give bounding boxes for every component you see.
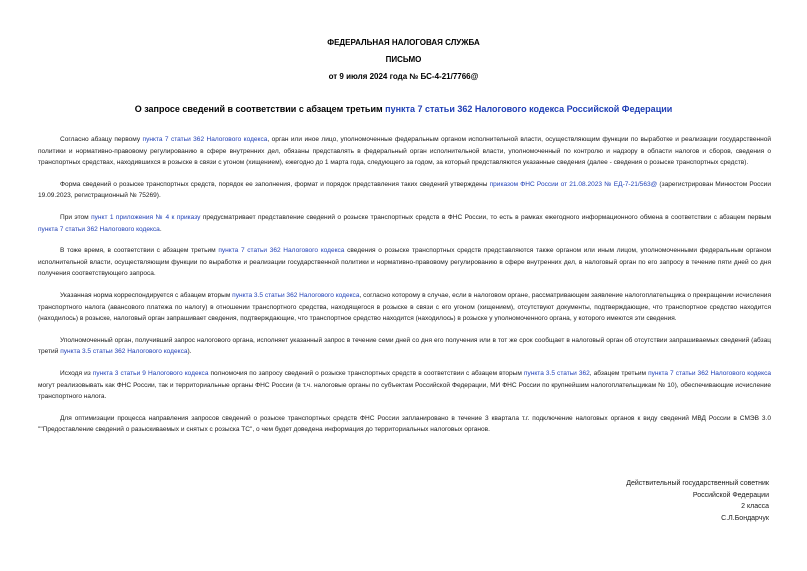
p3-text-3: . bbox=[159, 225, 162, 233]
p6-text-2: ). bbox=[187, 348, 192, 356]
p4-link-1[interactable]: пункта 7 статьи 362 Налогового кодекса bbox=[218, 247, 345, 255]
paragraph-3 bbox=[38, 212, 771, 235]
paragraph-4 bbox=[38, 245, 771, 280]
p3-text-1: При этом bbox=[60, 213, 92, 221]
p7-text-3: , абзацем третьим bbox=[589, 369, 649, 377]
p2-text-1: Форма сведений о розыске транспортных средств, порядок ее заполнения, формат и порядок представления таких сведений утверждены bbox=[60, 180, 490, 188]
p2-link-1[interactable]: приказом ФНС России от 21.08.2023 № ЕД-7-21/563@ bbox=[489, 180, 658, 188]
p6-text-1: Уполномоченный орган, получивший запрос налогового органа, исполняет указанный запрос в течение семи дней со дня его получения или в тот же срок сообщает в налоговый орган об отсутствии запрашиваемых сведений (абзац третий bbox=[38, 336, 771, 356]
p1-text-2: , орган или иное лицо, уполномоченные федеральным органом исполнительной власти, осуществляющим функции по выработке и реализации государственной политики и нормативно-правовому регулированию в сфере внутренних дел, обязаны представлять в федеральный орган исполнительной власти, уполномоченный по контролю и надзору в области налогов и сборов, сведения о транспортных средствах, находившихся в розыске в связи с угоном (хищением), ежегодно до 1 марта года, следующего за годом, за который представляются указанные сведения (далее - сведения о розыске транспортных средств). bbox=[38, 136, 772, 167]
p1-text-1: Согласно абзацу первому bbox=[60, 136, 143, 143]
p7-link-2[interactable]: пункта 3.5 статьи 362 bbox=[523, 369, 590, 377]
paragraph-7 bbox=[38, 368, 771, 403]
subject-text: О запросе сведений в соответствии с абзацем третьим bbox=[134, 104, 386, 114]
paragraph-6 bbox=[38, 335, 771, 358]
signature-rank-line-2: Российской Федерации bbox=[692, 491, 769, 499]
p3-link-2[interactable]: пункта 7 статьи 362 Налогового кодекса bbox=[38, 225, 160, 233]
signature-block bbox=[626, 478, 769, 524]
p7-text-2: полномочия по запросу сведений о розыске транспортных средств в соответствии с абзацем вторым bbox=[208, 369, 524, 377]
p5-link-1[interactable]: пункта 3.5 статьи 362 Налогового кодекса bbox=[232, 291, 360, 299]
document-subject bbox=[0, 103, 807, 115]
p5-text-2: , согласно которому в случае, если в налоговом органе, рассматривающем заявление налогоплательщика о прекращении исчисления транспортного налога (авансового платежа по налогу) в отношении транспортного средства, находящегося в розыске в связи с его угоном (хищением), отсутствуют документы, подтверждающие, что транспортное средство находится (находилось) в розыске, налоговый орган запрашивает сведения, подтверждающие, что транспортное средство находится (находилось) в розыске у уполномоченного органа, у которого имеются эти сведения. bbox=[38, 291, 772, 323]
p7-link-1[interactable]: пункта 3 статьи 9 Налогового кодекса bbox=[92, 369, 209, 377]
signature-rank-line-1: Действительный государственный советник bbox=[626, 480, 769, 487]
p7-text-4: могут реализовывать как ФНС России, так и территориальные органы ФНС России (в т.ч. налоговые органы по субъектам Российской Федерации, МИ ФНС России по крупнейшим налогоплательщикам № 10), обеспечивающие исчисление транспортного налога. bbox=[38, 381, 771, 401]
p3-text-2: предусматривает представление сведений о розыске транспортных средств в ФНС России, то есть в рамках ежегодного информационного обмена в соответствии с абзацем первым bbox=[200, 213, 772, 221]
p4-text-2: сведения о розыске транспортных средств представляются также органом или иным лицом, уполномоченными федеральным органом исполнительной власти, осуществляющим функции по выработке и реализации государственной политики и нормативно-правовому регулированию в сфере внутренних дел, в налоговый орган по его запросу в течение пяти дней со дня получения соответствующего запроса. bbox=[38, 247, 772, 278]
agency-title: ФЕДЕРАЛЬНАЯ НАЛОГОВАЯ СЛУЖБА bbox=[327, 38, 480, 47]
p2-text-2: (зарегистрирован Минюстом России 19.09.2023, регистрационный № 75269). bbox=[38, 180, 771, 200]
signature-rank-line-3: 2 класса bbox=[741, 503, 769, 510]
document-body bbox=[38, 134, 771, 446]
paragraph-5 bbox=[38, 290, 771, 325]
paragraph-2 bbox=[38, 179, 771, 202]
paragraph-1 bbox=[38, 134, 771, 169]
subject-link[interactable]: пункта 7 статьи 362 Налогового кодекса Российской Федерации bbox=[385, 104, 673, 114]
p3-link-1[interactable]: пункт 1 приложения № 4 к приказу bbox=[91, 213, 201, 221]
p8-text-1: Для оптимизации процесса направления запросов сведений о розыске транспортных средств ФНС России запланировано в течение 3 квартала т.г. подключение налоговых органов к виду сведений МВД России в СМЭВ 3.0 ""Предоставление сведений о разыскиваемых и снятых с розыска ТС", о чем будет доведена информация до территориальных налоговых органов. bbox=[38, 414, 771, 434]
document-date-number: от 9 июля 2024 года № БС-4-21/7766@ bbox=[328, 72, 479, 81]
paragraph-8 bbox=[38, 413, 771, 436]
document-type: ПИСЬМО bbox=[385, 55, 422, 64]
p4-text-1: В тоже время, в соответствии с абзацем третьим bbox=[60, 247, 219, 255]
p7-link-3[interactable]: пункта 7 статьи 362 Налогового кодекса bbox=[648, 369, 772, 377]
p6-link-1[interactable]: пункта 3.5 статьи 362 Налогового кодекса bbox=[60, 348, 188, 356]
p7-text-1: Исходя из bbox=[60, 369, 93, 377]
p1-link-1[interactable]: пункта 7 статьи 362 Налогового кодекса bbox=[142, 136, 268, 143]
signature-name: С.Л.Бондарчук bbox=[721, 514, 769, 522]
p5-text-1: Указанная норма корреспондируется с абзацем вторым bbox=[60, 291, 233, 299]
